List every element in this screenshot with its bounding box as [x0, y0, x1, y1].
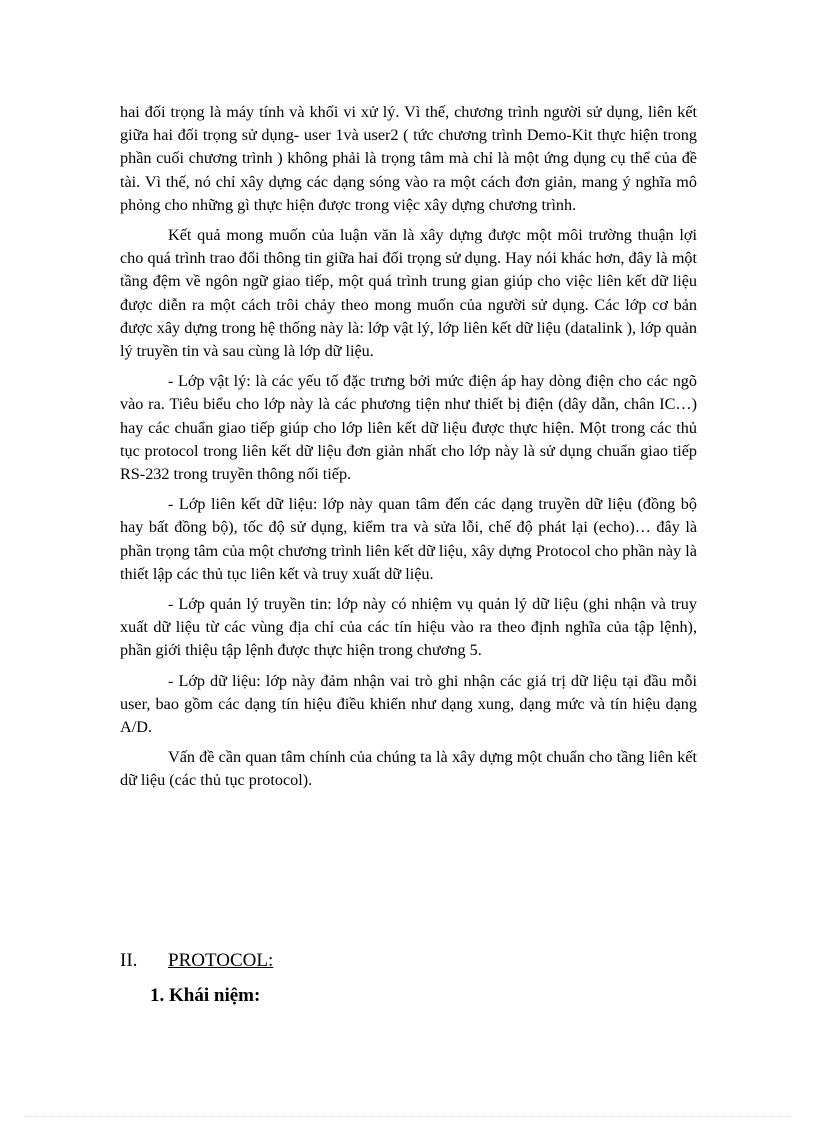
section-number: II. — [120, 950, 138, 971]
subsection-heading: 1. Khái niệm: — [150, 985, 261, 1006]
paragraph-data-layer: - Lớp dữ liệu: lớp này đảm nhận vai trò ghi nhận các giá trị dữ liệu tại đầu mỗi user, bao gồm các dạng tín hiệu điều khiển như dạng xung, dạng mức và tín hiệu dạng A/D. — [120, 671, 697, 737]
paragraph-conclusion: Vấn đề cần quan tâm chính của chúng ta là xây dựng một chuẩn cho tầng liên kết dữ liệu (các thủ tục protocol). — [120, 748, 697, 790]
paragraph-transfer-management-layer: - Lớp quản lý truyền tin: lớp này có nhiệm vụ quản lý dữ liệu (ghi nhận và truy xuất dữ liệu từ các vùng địa chỉ của các tín hiệu vào ra theo định nghĩa của tập lệnh), phần giới thiệu tập lệnh được thực hiện trong chương 5. — [120, 595, 697, 660]
paragraph-intro: hai đối trọng là máy tính và khối vi xử lý. Vì thế, chương trình người sử dụng, liên kết giữa hai đối trọng sử dụng- user 1và user2 ( tức chương trình Demo-Kit thực hiện trong phần cuối chương trình ) không phải là trọng tâm mà chỉ là một ứng dụng cụ thể của đề tài. Vì thế, nó chỉ xây dựng các dạng sóng vào ra một cách đơn giản, mang ý nghĩa mô phỏng cho những gì thực hiện được trong việc xây dựng chương trình. — [120, 103, 697, 214]
paragraph-datalink-layer: - Lớp liên kết dữ liệu: lớp này quan tâm đến các dạng truyền dữ liệu (đồng bộ hay bất đồng bộ), tốc độ sử dụng, kiểm tra và sửa lỗi, chế độ phát lại (echo)… đây là phần trọng tâm của một chương trình liên kết dữ liệu, xây dựng Protocol cho phần này là thiết lập các thủ tục liên kết và truy xuất dữ liệu. — [120, 495, 697, 583]
paragraph-physical-layer: - Lớp vật lý: là các yếu tố đặc trưng bởi mức điện áp hay dòng điện cho các ngõ vào ra. Tiêu biểu cho lớp này là các phương tiện như thiết bị điện (dây dẫn, chân IC…) hay các chuẩn giao tiếp giúp cho lớp liên kết dữ liệu được thực hiện. Một trong các thủ tục protocol trong liên kết dữ liệu đơn giản nhất cho lớp này là sử dụng chuẩn giao tiếp RS-232 trong truyền thông nối tiếp. — [120, 372, 697, 484]
section-heading — [120, 948, 273, 974]
document-body — [120, 101, 697, 800]
page-bottom-divider — [24, 1116, 792, 1117]
paragraph-expected-result: Kết quả mong muốn của luận văn là xây dựng được một môi trường thuận lợi cho quá trình trao đổi thông tin giữa hai đối trọng sử dụng. Hay nói khác hơn, đây là một tầng đệm về ngôn ngữ giao tiếp, một quá trình trung gian giúp cho việc liên kết dữ liệu được diễn ra một cách trôi chảy theo mong muốn của người sử dụng. Các lớp cơ bản được xây dựng trong hệ thống này là: lớp vật lý, lớp liên kết dữ liệu (datalink ), lớp quản lý truyền tin và sau cùng là lớp dữ liệu. — [120, 226, 697, 361]
section-title: PROTOCOL: — [168, 950, 274, 971]
